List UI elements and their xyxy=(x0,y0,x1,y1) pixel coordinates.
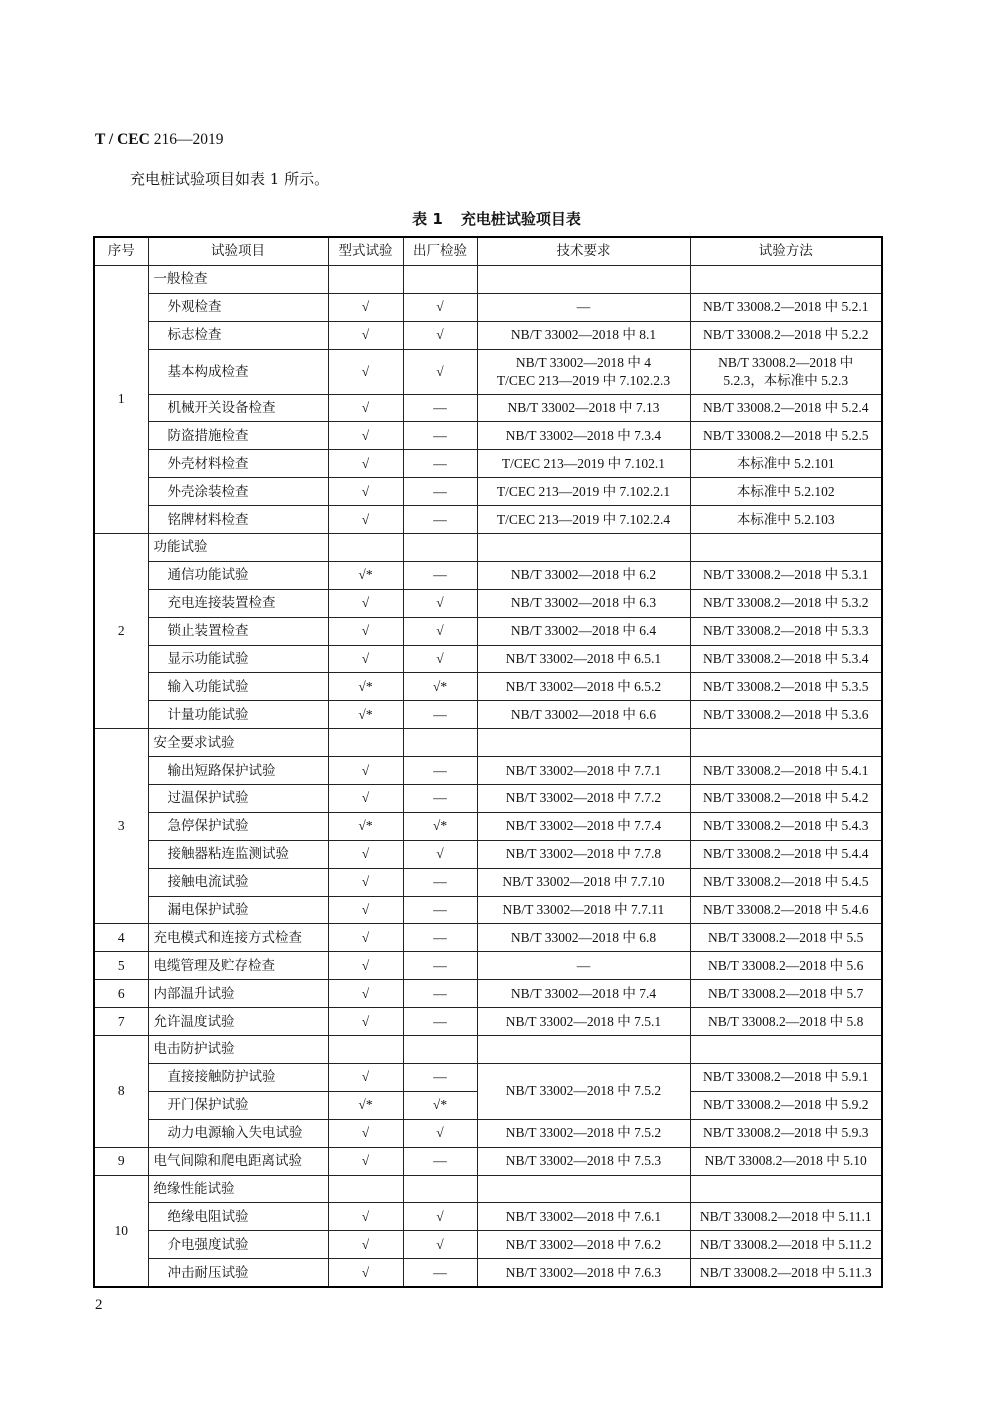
requirement-cell: T/CEC 213—2019 中 7.102.2.4 xyxy=(477,506,690,534)
type-test-cell: √ xyxy=(328,1231,403,1259)
requirement-cell: NB/T 33002—2018 中 7.6.3 xyxy=(477,1259,690,1287)
category-title-cell: 安全要求试验 xyxy=(148,729,328,757)
method-cell: NB/T 33008.2—2018 中 5.9.3 xyxy=(690,1119,882,1147)
type-test-cell: √ xyxy=(328,840,403,868)
table-row xyxy=(94,394,882,422)
table-row xyxy=(94,321,882,349)
test-item-cell: 接触电流试验 xyxy=(148,868,328,896)
requirement-cell: NB/T 33002—2018 中 6.5.1 xyxy=(477,645,690,673)
type-test-cell: √ xyxy=(328,757,403,785)
serial-number-cell: 8 xyxy=(94,1036,148,1148)
table-row xyxy=(94,478,882,506)
test-item-cell: 允许温度试验 xyxy=(148,1008,328,1036)
requirement-cell: T/CEC 213—2019 中 7.102.1 xyxy=(477,450,690,478)
serial-number-cell: 9 xyxy=(94,1147,148,1175)
table-row xyxy=(94,422,882,450)
method-cell: 本标准中 5.2.103 xyxy=(690,506,882,534)
table-row xyxy=(94,1203,882,1231)
factory-test-cell: — xyxy=(403,450,477,478)
type-test-cell: √ xyxy=(328,645,403,673)
type-test-cell: √ xyxy=(328,394,403,422)
table-row xyxy=(94,952,882,980)
method-cell: NB/T 33008.2—2018 中 5.2.2 xyxy=(690,321,882,349)
header-cell: 试验方法 xyxy=(690,237,882,265)
type-test-cell: √ xyxy=(328,1259,403,1287)
test-item-cell: 外壳材料检查 xyxy=(148,450,328,478)
serial-number-cell: 4 xyxy=(94,924,148,952)
method-cell: NB/T 33008.2—2018 中 5.9.1 xyxy=(690,1063,882,1091)
test-item-cell: 外观检查 xyxy=(148,293,328,321)
type-test-cell: √ xyxy=(328,293,403,321)
table-cell xyxy=(403,729,477,757)
table-cell xyxy=(328,534,403,562)
test-item-cell: 内部温升试验 xyxy=(148,980,328,1008)
table-row xyxy=(94,673,882,701)
type-test-cell: √ xyxy=(328,349,403,394)
method-cell: NB/T 33008.2—2018 中 5.11.3 xyxy=(690,1259,882,1287)
factory-test-cell: — xyxy=(403,561,477,589)
serial-number-cell: 6 xyxy=(94,980,148,1008)
test-item-cell: 电缆管理及贮存检查 xyxy=(148,952,328,980)
table-cell xyxy=(477,265,690,293)
test-items-table xyxy=(93,236,883,1288)
table-cell xyxy=(328,1036,403,1064)
factory-test-cell: √ xyxy=(403,349,477,394)
test-item-cell: 急停保护试验 xyxy=(148,812,328,840)
header-cell: 技术要求 xyxy=(477,237,690,265)
table-row xyxy=(94,1259,882,1287)
factory-test-cell: — xyxy=(403,701,477,729)
method-cell: NB/T 33008.2—2018 中 5.6 xyxy=(690,952,882,980)
header-cell: 出厂检验 xyxy=(403,237,477,265)
factory-test-cell: — xyxy=(403,952,477,980)
requirement-cell: NB/T 33002—2018 中 7.7.8 xyxy=(477,840,690,868)
test-item-cell: 输入功能试验 xyxy=(148,673,328,701)
method-cell: NB/T 33008.2—2018 中 5.11.2 xyxy=(690,1231,882,1259)
table-row xyxy=(94,757,882,785)
table-row xyxy=(94,561,882,589)
requirement-cell: T/CEC 213—2019 中 7.102.2.1 xyxy=(477,478,690,506)
type-test-cell: √ xyxy=(328,617,403,645)
method-cell: NB/T 33008.2—2018 中 5.2.1 xyxy=(690,293,882,321)
serial-number-cell: 2 xyxy=(94,534,148,729)
factory-test-cell: √* xyxy=(403,673,477,701)
intro-paragraph: 充电桩试验项目如表 1 所示。 xyxy=(130,170,330,188)
table-row xyxy=(94,349,882,394)
table-row xyxy=(94,924,882,952)
factory-test-cell: — xyxy=(403,394,477,422)
factory-test-cell: — xyxy=(403,757,477,785)
method-cell: NB/T 33008.2—2018 中 5.3.3 xyxy=(690,617,882,645)
type-test-cell: √ xyxy=(328,321,403,349)
requirement-cell: NB/T 33002—2018 中 6.2 xyxy=(477,561,690,589)
table-row xyxy=(94,980,882,1008)
table-cell xyxy=(477,729,690,757)
table-cell xyxy=(403,1175,477,1203)
type-test-cell: √ xyxy=(328,1147,403,1175)
method-cell: NB/T 33008.2—2018 中 5.4.1 xyxy=(690,757,882,785)
test-item-cell: 充电模式和连接方式检查 xyxy=(148,924,328,952)
test-item-cell: 显示功能试验 xyxy=(148,645,328,673)
method-cell: 本标准中 5.2.102 xyxy=(690,478,882,506)
requirement-cell: NB/T 33002—2018 中 8.1 xyxy=(477,321,690,349)
table-row xyxy=(94,840,882,868)
test-item-cell: 锁止装置检查 xyxy=(148,617,328,645)
table-row xyxy=(94,729,882,757)
table-row xyxy=(94,645,882,673)
serial-number-cell: 10 xyxy=(94,1175,148,1287)
requirement-cell: NB/T 33002—2018 中 7.7.11 xyxy=(477,896,690,924)
header-cell: 序号 xyxy=(94,237,148,265)
category-title-cell: 一般检查 xyxy=(148,265,328,293)
test-item-cell: 通信功能试验 xyxy=(148,561,328,589)
factory-test-cell: √ xyxy=(403,645,477,673)
requirement-cell: NB/T 33002—2018 中 7.5.2 xyxy=(477,1119,690,1147)
requirement-cell: NB/T 33002—2018 中 7.7.2 xyxy=(477,785,690,813)
requirement-cell: NB/T 33002—2018 中 6.4 xyxy=(477,617,690,645)
method-cell: NB/T 33008.2—2018 中 5.2.5 xyxy=(690,422,882,450)
factory-test-cell: √ xyxy=(403,1231,477,1259)
method-cell: NB/T 33008.2—2018 中 5.3.2 xyxy=(690,589,882,617)
factory-test-cell: √* xyxy=(403,812,477,840)
header-cell: 试验项目 xyxy=(148,237,328,265)
factory-test-cell: — xyxy=(403,1008,477,1036)
requirement-cell: NB/T 33002—2018 中 6.5.2 xyxy=(477,673,690,701)
test-item-cell: 铭牌材料检查 xyxy=(148,506,328,534)
table-caption-title: 充电桩试验项目表 xyxy=(460,210,581,228)
factory-test-cell: √ xyxy=(403,1203,477,1231)
method-cell: NB/T 33008.2—2018 中 5.7 xyxy=(690,980,882,1008)
test-item-cell: 绝缘电阻试验 xyxy=(148,1203,328,1231)
table-row xyxy=(94,450,882,478)
method-cell: NB/T 33008.2—2018 中 5.4.6 xyxy=(690,896,882,924)
type-test-cell: √ xyxy=(328,896,403,924)
table-caption-label: 表 1 xyxy=(412,210,443,228)
requirement-cell: NB/T 33002—2018 中 7.3.4 xyxy=(477,422,690,450)
table-row xyxy=(94,701,882,729)
test-item-cell: 充电连接装置检查 xyxy=(148,589,328,617)
table-cell xyxy=(328,1175,403,1203)
table-row xyxy=(94,1036,882,1064)
type-test-cell: √ xyxy=(328,785,403,813)
page-number: 2 xyxy=(95,1297,103,1313)
table-cell xyxy=(477,1175,690,1203)
category-title-cell: 绝缘性能试验 xyxy=(148,1175,328,1203)
test-item-cell: 直接接触防护试验 xyxy=(148,1063,328,1091)
requirement-cell: NB/T 33002—2018 中 6.6 xyxy=(477,701,690,729)
table-row xyxy=(94,617,882,645)
type-test-cell: √* xyxy=(328,673,403,701)
table-row xyxy=(94,1231,882,1259)
requirement-cell: NB/T 33002—2018 中 7.7.1 xyxy=(477,757,690,785)
table-row xyxy=(94,1175,882,1203)
table-cell xyxy=(690,265,882,293)
factory-test-cell: — xyxy=(403,785,477,813)
method-cell: NB/T 33008.2—2018 中 5.4.3 xyxy=(690,812,882,840)
table-cell xyxy=(477,1036,690,1064)
factory-test-cell: — xyxy=(403,868,477,896)
factory-test-cell: — xyxy=(403,422,477,450)
category-title-cell: 功能试验 xyxy=(148,534,328,562)
factory-test-cell: — xyxy=(403,1259,477,1287)
type-test-cell: √ xyxy=(328,506,403,534)
method-cell: NB/T 33008.2—2018 中 5.4.2 xyxy=(690,785,882,813)
test-item-cell: 基本构成检查 xyxy=(148,349,328,394)
serial-number-cell: 3 xyxy=(94,729,148,924)
requirement-cell: NB/T 33002—2018 中 7.6.2 xyxy=(477,1231,690,1259)
table-cell xyxy=(690,534,882,562)
factory-test-cell: — xyxy=(403,478,477,506)
table-row xyxy=(94,506,882,534)
factory-test-cell: √ xyxy=(403,840,477,868)
table-header-row xyxy=(94,237,882,265)
type-test-cell: √ xyxy=(328,589,403,617)
requirement-cell: NB/T 33002—2018 中 7.4 xyxy=(477,980,690,1008)
table-row xyxy=(94,785,882,813)
requirement-cell: NB/T 33002—2018 中 7.13 xyxy=(477,394,690,422)
method-cell: NB/T 33008.2—2018 中 5.5 xyxy=(690,924,882,952)
test-item-cell: 电气间隙和爬电距离试验 xyxy=(148,1147,328,1175)
table-cell xyxy=(403,534,477,562)
table-row xyxy=(94,293,882,321)
document-code xyxy=(95,131,223,149)
test-item-cell: 介电强度试验 xyxy=(148,1231,328,1259)
type-test-cell: √* xyxy=(328,812,403,840)
test-item-cell: 外壳涂装检查 xyxy=(148,478,328,506)
factory-test-cell: — xyxy=(403,1147,477,1175)
requirement-cell: NB/T 33002—2018 中 7.6.1 xyxy=(477,1203,690,1231)
method-cell: NB/T 33008.2—2018 中 5.3.1 xyxy=(690,561,882,589)
factory-test-cell: — xyxy=(403,1063,477,1091)
table-row xyxy=(94,265,882,293)
requirement-cell: NB/T 33002—2018 中 7.7.10 xyxy=(477,868,690,896)
type-test-cell: √ xyxy=(328,478,403,506)
table-row xyxy=(94,1008,882,1036)
type-test-cell: √ xyxy=(328,952,403,980)
method-cell: 本标准中 5.2.101 xyxy=(690,450,882,478)
table-cell xyxy=(403,1036,477,1064)
type-test-cell: √ xyxy=(328,1063,403,1091)
serial-number-cell: 1 xyxy=(94,265,148,533)
factory-test-cell: — xyxy=(403,924,477,952)
standard-number: 216—2019 xyxy=(153,131,224,148)
test-item-cell: 机械开关设备检查 xyxy=(148,394,328,422)
type-test-cell: √ xyxy=(328,868,403,896)
method-cell: NB/T 33008.2—2018 中 5.11.1 xyxy=(690,1203,882,1231)
factory-test-cell: √ xyxy=(403,321,477,349)
table-cell xyxy=(690,1036,882,1064)
test-item-cell: 标志检查 xyxy=(148,321,328,349)
test-item-cell: 输出短路保护试验 xyxy=(148,757,328,785)
header-cell: 型式试验 xyxy=(328,237,403,265)
table-row xyxy=(94,812,882,840)
category-title-cell: 电击防护试验 xyxy=(148,1036,328,1064)
requirement-cell: NB/T 33002—2018 中 7.5.3 xyxy=(477,1147,690,1175)
table-caption xyxy=(0,208,993,229)
type-test-cell: √ xyxy=(328,1008,403,1036)
table-row xyxy=(94,1119,882,1147)
test-item-cell: 动力电源输入失电试验 xyxy=(148,1119,328,1147)
test-item-cell: 冲击耐压试验 xyxy=(148,1259,328,1287)
factory-test-cell: √ xyxy=(403,1119,477,1147)
table-cell xyxy=(328,729,403,757)
table-cell xyxy=(328,265,403,293)
table-row xyxy=(94,589,882,617)
table-cell xyxy=(477,534,690,562)
method-cell: NB/T 33008.2—2018 中 5.3.4 xyxy=(690,645,882,673)
table-row xyxy=(94,534,882,562)
table-cell xyxy=(403,265,477,293)
method-cell: NB/T 33008.2—2018 中 5.8 xyxy=(690,1008,882,1036)
method-cell: NB/T 33008.2—2018 中 5.2.3，本标准中 5.2.3 xyxy=(690,349,882,394)
requirement-cell: NB/T 33002—2018 中 6.8 xyxy=(477,924,690,952)
type-test-cell: √ xyxy=(328,924,403,952)
test-item-cell: 漏电保护试验 xyxy=(148,896,328,924)
type-test-cell: √ xyxy=(328,980,403,1008)
type-test-cell: √ xyxy=(328,422,403,450)
method-cell: NB/T 33008.2—2018 中 5.3.5 xyxy=(690,673,882,701)
method-cell: NB/T 33008.2—2018 中 5.2.4 xyxy=(690,394,882,422)
method-cell: NB/T 33008.2—2018 中 5.3.6 xyxy=(690,701,882,729)
type-test-cell: √ xyxy=(328,1203,403,1231)
standard-prefix: T / CEC xyxy=(95,131,150,148)
test-item-cell: 防盗措施检查 xyxy=(148,422,328,450)
factory-test-cell: √ xyxy=(403,589,477,617)
table-cell xyxy=(690,1175,882,1203)
table-row xyxy=(94,1147,882,1175)
table-row xyxy=(94,1063,882,1091)
test-item-cell: 开门保护试验 xyxy=(148,1091,328,1119)
method-cell: NB/T 33008.2—2018 中 5.9.2 xyxy=(690,1091,882,1119)
test-item-cell: 计量功能试验 xyxy=(148,701,328,729)
test-item-cell: 接触器粘连监测试验 xyxy=(148,840,328,868)
factory-test-cell: — xyxy=(403,896,477,924)
requirement-cell: NB/T 33002—2018 中 4 T/CEC 213—2019 中 7.102.2.3 xyxy=(477,349,690,394)
type-test-cell: √ xyxy=(328,1119,403,1147)
table-row xyxy=(94,896,882,924)
table-cell xyxy=(690,729,882,757)
requirement-cell: — xyxy=(477,952,690,980)
factory-test-cell: √ xyxy=(403,293,477,321)
test-item-cell: 过温保护试验 xyxy=(148,785,328,813)
method-cell: NB/T 33008.2—2018 中 5.4.5 xyxy=(690,868,882,896)
type-test-cell: √* xyxy=(328,1091,403,1119)
requirement-cell: NB/T 33002—2018 中 7.5.2 xyxy=(477,1063,690,1119)
requirement-cell: — xyxy=(477,293,690,321)
requirement-cell: NB/T 33002—2018 中 7.5.1 xyxy=(477,1008,690,1036)
type-test-cell: √* xyxy=(328,561,403,589)
serial-number-cell: 5 xyxy=(94,952,148,980)
requirement-cell: NB/T 33002—2018 中 6.3 xyxy=(477,589,690,617)
method-cell: NB/T 33008.2—2018 中 5.10 xyxy=(690,1147,882,1175)
factory-test-cell: √* xyxy=(403,1091,477,1119)
factory-test-cell: √ xyxy=(403,617,477,645)
requirement-cell: NB/T 33002—2018 中 7.7.4 xyxy=(477,812,690,840)
factory-test-cell: — xyxy=(403,506,477,534)
method-cell: NB/T 33008.2—2018 中 5.4.4 xyxy=(690,840,882,868)
factory-test-cell: — xyxy=(403,980,477,1008)
type-test-cell: √* xyxy=(328,701,403,729)
type-test-cell: √ xyxy=(328,450,403,478)
table-row xyxy=(94,868,882,896)
serial-number-cell: 7 xyxy=(94,1008,148,1036)
